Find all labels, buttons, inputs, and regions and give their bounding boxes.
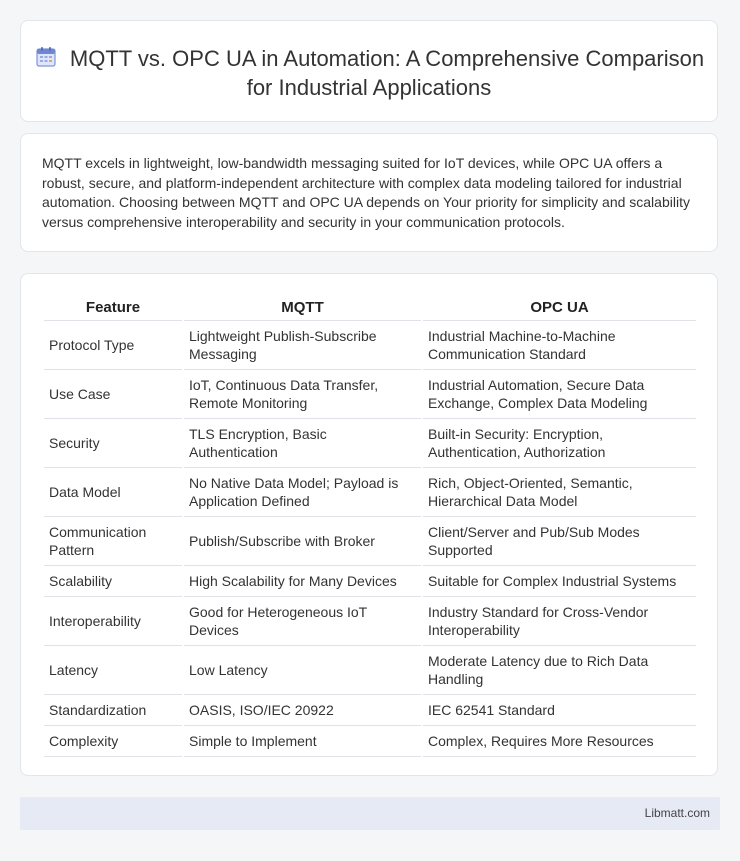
table-row <box>44 321 696 370</box>
feature-cell: Data Model <box>44 468 182 517</box>
table-row <box>44 419 696 468</box>
mqtt-cell: Publish/Subscribe with Broker <box>184 517 421 566</box>
header-mqtt: MQTT <box>184 294 421 321</box>
feature-cell: Interoperability <box>44 597 182 646</box>
opcua-cell: Suitable for Complex Industrial Systems <box>423 566 696 597</box>
mqtt-cell: Good for Heterogeneous IoT Devices <box>184 597 421 646</box>
mqtt-cell: High Scalability for Many Devices <box>184 566 421 597</box>
table-row <box>44 646 696 695</box>
opcua-cell: Complex, Requires More Resources <box>423 726 696 757</box>
mqtt-cell: IoT, Continuous Data Transfer, Remote Monitoring <box>184 370 421 419</box>
comparison-card <box>20 273 718 776</box>
table-row <box>44 695 696 726</box>
opcua-cell: Rich, Object-Oriented, Semantic, Hierarchical Data Model <box>423 468 696 517</box>
summary-card <box>20 133 718 252</box>
mqtt-cell: Low Latency <box>184 646 421 695</box>
table-row <box>44 370 696 419</box>
header-opcua: OPC UA <box>423 294 696 321</box>
table-row <box>44 597 696 646</box>
feature-cell: Scalability <box>44 566 182 597</box>
mqtt-cell: TLS Encryption, Basic Authentication <box>184 419 421 468</box>
page-title: MQTT vs. OPC UA in Automation: A Comprehensive Comparison for Industrial Applications <box>69 46 705 100</box>
feature-cell: Use Case <box>44 370 182 419</box>
table-row <box>44 517 696 566</box>
table-row <box>44 566 696 597</box>
feature-cell: Security <box>44 419 182 468</box>
feature-cell: Latency <box>44 646 182 695</box>
header-feature: Feature <box>44 294 182 321</box>
calendar-icon <box>34 45 58 69</box>
mqtt-cell: OASIS, ISO/IEC 20922 <box>184 695 421 726</box>
opcua-cell: Moderate Latency due to Rich Data Handling <box>423 646 696 695</box>
mqtt-cell: Simple to Implement <box>184 726 421 757</box>
summary-text: MQTT excels in lightweight, low-bandwidth messaging suited for IoT devices, while OPC UA offers a robust, secure, and platform-independent architecture with complex data modeling tailored for industrial automation. Choosing between MQTT and OPC UA depends on Your priority for simplicity and scalability versus comprehensive interoperability and security in your communication protocols. <box>42 155 690 230</box>
mqtt-cell: No Native Data Model; Payload is Application Defined <box>184 468 421 517</box>
table-row <box>44 468 696 517</box>
page-title-block <box>21 44 717 102</box>
comparison-table <box>42 294 698 757</box>
feature-cell: Complexity <box>44 726 182 757</box>
opcua-cell: Built-in Security: Encryption, Authentication, Authorization <box>423 419 696 468</box>
feature-cell: Communication Pattern <box>44 517 182 566</box>
opcua-cell: Industrial Automation, Secure Data Exchange, Complex Data Modeling <box>423 370 696 419</box>
table-header-row <box>44 294 696 321</box>
feature-cell: Standardization <box>44 695 182 726</box>
footer-bar <box>20 797 720 830</box>
title-card <box>20 20 718 122</box>
mqtt-cell: Lightweight Publish-Subscribe Messaging <box>184 321 421 370</box>
opcua-cell: Industry Standard for Cross-Vendor Interoperability <box>423 597 696 646</box>
table-row <box>44 726 696 757</box>
opcua-cell: IEC 62541 Standard <box>423 695 696 726</box>
feature-cell: Protocol Type <box>44 321 182 370</box>
footer-brand-link[interactable]: Libmatt.com <box>644 806 710 820</box>
opcua-cell: Industrial Machine-to-Machine Communication Standard <box>423 321 696 370</box>
opcua-cell: Client/Server and Pub/Sub Modes Supported <box>423 517 696 566</box>
